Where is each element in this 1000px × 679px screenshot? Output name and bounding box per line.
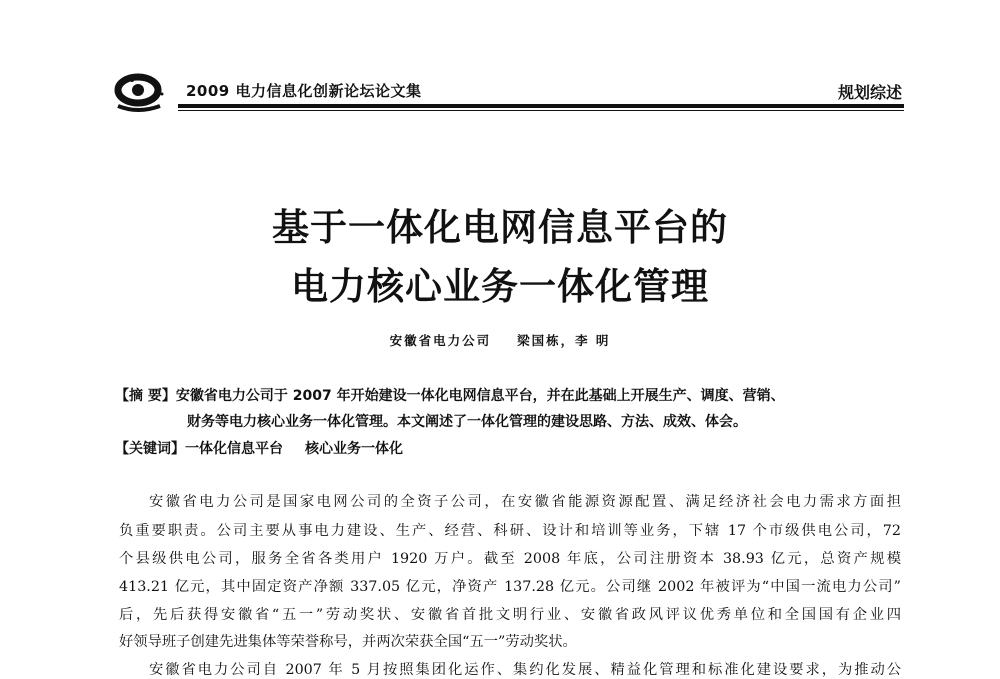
body-line-7: 安徽省电力公司自 2007 年 5 月按照集团化运作、集约化发展、精益化管理和标准化建设要求，为推动公 (149, 662, 901, 678)
keyword-1: 一体化信息平台 (185, 441, 283, 457)
paper-title-line-1: 基于一体化电网信息平台的 (272, 206, 728, 249)
paper-title-line-2: 电力核心业务一体化管理 (291, 265, 709, 308)
keywords-line (115, 438, 403, 458)
author-names: 梁国栋，李 明 (517, 333, 611, 348)
conference-logo-icon (110, 68, 170, 116)
keywords-label: 【关键词】 (115, 441, 185, 457)
series-title: 2009 电力信息化创新论坛论文集 (186, 82, 422, 100)
body-line-1: 安徽省电力公司是国家电网公司的全资子公司，在安徽省能源资源配置、满足经济社会电力需求方面担 (149, 494, 901, 510)
keyword-2: 核心业务一体化 (305, 441, 403, 457)
body-line-5: 后，先后获得安徽省“五一”劳动奖状、安徽省首批文明行业、安徽省政风评议优秀单位和全国国有企业四 (119, 607, 901, 623)
body-line-3: 个县级供电公司，服务全省各类用户 1920 万户。截至 2008 年底，公司注册资本 38.93 亿元，总资产规模 (119, 551, 901, 567)
abstract-text-1: 安徽省电力公司于 2007 年开始建设一体化电网信息平台，并在此基础上开展生产、调度、营销、 (175, 388, 785, 404)
abstract-line-1 (115, 385, 785, 405)
header-rule-thin (178, 110, 904, 111)
header-rule-thick (178, 104, 904, 108)
abstract-label: 【摘 要】 (115, 388, 176, 404)
body-line-6: 好领导班子创建先进集体等荣誉称号，并两次荣获全国“五一”劳动奖状。 (119, 634, 577, 650)
body-line-4: 413.21 亿元，其中固定资产净额 337.05 亿元，净资产 137.28 亿元。公司继 2002 年被评为“中国一流电力公司” (119, 579, 901, 595)
abstract-line-2: 财务等电力核心业务一体化管理。本文阐述了一体化管理的建设思路、方法、成效、体会。 (187, 414, 747, 430)
body-line-2: 负重要职责。公司主要从事电力建设、生产、经营、科研、设计和培训等业务，下辖 17 个市级供电公司，72 (119, 523, 901, 539)
author-organization: 安徽省电力公司 (389, 333, 492, 348)
authors (0, 331, 1000, 349)
section-label: 规划综述 (837, 83, 902, 102)
